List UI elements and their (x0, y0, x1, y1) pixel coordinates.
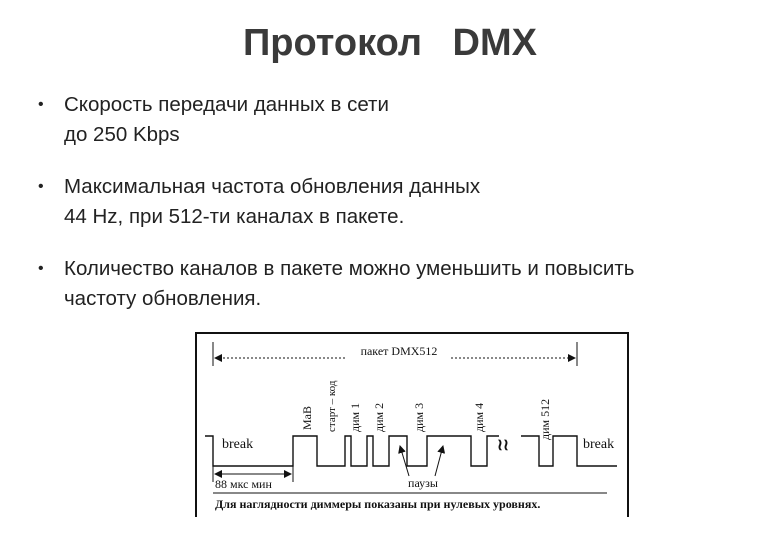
pauses-label: паузы (408, 476, 438, 490)
page-title: Протокол DMX (242, 22, 538, 64)
bullet-dot-icon: • (38, 96, 44, 113)
bullet-text-line: 44 Hz, при 512-ти каналах в пакете. (64, 205, 405, 228)
pause-arrow-right (435, 446, 443, 476)
bullet-text-line: Максимальная частота обновления данных (64, 175, 481, 198)
bullet-text-line: Количество каналов в пакете можно уменьшить и повысить (64, 257, 635, 280)
min-time-label: 88 мкс мин (215, 477, 272, 491)
break-left-label: break (222, 437, 254, 452)
start-code-label: старт – код (326, 380, 338, 432)
bullet-refresh-rate (38, 172, 480, 232)
dim-4-label: дим 4 (472, 402, 486, 432)
bullet-text-line: до 250 Kbps (64, 123, 180, 146)
bullet-dot-icon: • (38, 178, 44, 195)
bullet-dot-icon: • (38, 260, 44, 277)
bullet-channel-count (38, 254, 634, 314)
bullet-speed (38, 90, 389, 150)
signal-waveform (205, 436, 617, 466)
dim-1-label: дим 1 (348, 402, 362, 432)
bullet-text-line: Скорость передачи данных в сети (64, 93, 389, 116)
break-right-label: break (583, 437, 615, 452)
dim-3-label: дим 3 (412, 402, 426, 432)
diagram-caption: Для наглядности диммеры показаны при нулевых уровнях. (215, 497, 541, 511)
dim-512-label: дим 512 (538, 398, 552, 440)
packet-label: пакет DMX512 (360, 344, 438, 358)
bullet-text-line: частоту обновления. (64, 287, 262, 310)
mab-label: MaB (300, 406, 314, 430)
dmx-timing-diagram (195, 332, 629, 517)
gap-break-icon: ≀≀ (497, 437, 509, 454)
dim-2-label: дим 2 (372, 402, 386, 432)
